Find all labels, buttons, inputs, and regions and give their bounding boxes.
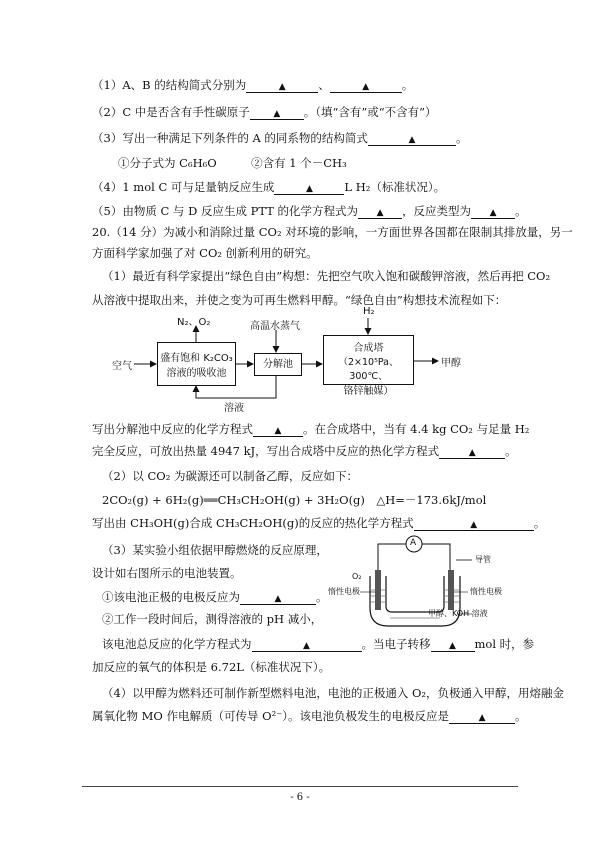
q20-p3-line5 (0, 636, 600, 652)
answer-blank: ▲ (358, 205, 402, 219)
q19-l1-text: （1）A、B 的结构简式分别为 (92, 78, 247, 92)
decomposer-label: 分解池 (263, 359, 293, 370)
ammeter-label: A (410, 538, 417, 548)
q20-p3e-mid: 。当电子转移 (361, 637, 431, 651)
o2-label: O₂ (352, 572, 362, 581)
q20-p3f: 加反应的氧气的体积是 6.72L（标准状况下）。 (92, 660, 331, 674)
answer-blank: ▲ (414, 517, 534, 531)
answer-blank: ▲ (471, 205, 515, 219)
flow-air-label: 空气 (112, 361, 132, 372)
q20-p2-line1 (0, 468, 600, 484)
q20-p3-line2 (0, 565, 600, 581)
flow-methanol-label: 甲醇 (441, 358, 461, 369)
q20-p4-line1 (0, 685, 600, 701)
answer-blank: ▲ (252, 638, 362, 652)
punct: 。 (505, 444, 517, 458)
answer-blank: ▲ (330, 79, 402, 93)
electrode-left-label: 惰性电极 (328, 587, 360, 596)
answer-blank: ▲ (253, 423, 303, 437)
absorber-label-2: 溶液的吸收池 (166, 368, 227, 379)
q20-p1d: 完全反应，可放出热量 4947 kJ，写出合成塔中反应的热化学方程式 (92, 444, 440, 458)
q19-l4-text: （4）1 mol C 可与足量钠反应生成 (92, 180, 275, 194)
q19-l5-text: （5）由物质 C 与 D 反应生成 PTT 的化学方程式为 (92, 204, 359, 218)
q20-p3e: 该电池总反应的化学方程式为 (102, 637, 252, 651)
punct: 。 (316, 590, 328, 604)
answer-blank: ▲ (439, 445, 505, 459)
q20-p1c: 写出分解池中反应的化学方程式 (92, 422, 253, 436)
flow-solution-label: 溶液 (224, 403, 244, 414)
q20-p2a: （2）以 CO₂ 为碳源还可以制备乙醇，反应如下： (102, 469, 358, 483)
q19-l5-mid: ，反应类型为 (402, 204, 472, 218)
solution-label: 甲醇、KOH 溶液 (428, 609, 488, 618)
q20-p1b: 从溶液中提取出来，并使之变为可再生燃料甲醇。“绿色自由”构想技术流程如下： (92, 293, 507, 307)
punct: 。 (533, 516, 546, 530)
q20-p3-line3 (0, 589, 600, 605)
q20-intro2: 方面科学家加强了对 CO₂ 创新利用的研究。 (92, 246, 318, 260)
tower-label-1: 合成塔 (353, 343, 384, 354)
q20-p3-line4 (0, 611, 600, 627)
q19-conditions: ①分子式为 C₆H₆O ②含有 1 个－CH₃ (118, 156, 347, 170)
q19-l4-end: L H₂（标准状况）。 (344, 180, 446, 194)
q20-p4b: 属氧化物 MO 作电解质（可传导 O²⁻）。该电池负极发生的电极反应是 (92, 709, 450, 723)
punct: 。 (515, 204, 527, 218)
punct: 。 (455, 131, 468, 145)
q20-p2-line3 (0, 515, 600, 531)
flow-h2-label: H₂ (363, 306, 375, 317)
q19-l3-text: （3）写出一种满足下列条件的 A 的同系物的结构简式 (92, 131, 368, 145)
q20-p4-line2 (0, 708, 600, 724)
flow-decomposer-box (254, 353, 302, 376)
answer-blank: ▲ (431, 638, 475, 652)
q20-p3d: ②工作一段时间后，测得溶液的 pH 减小， (102, 612, 323, 626)
answer-blank: ▲ (246, 79, 318, 93)
q20-p2-equation-text: 2CO₂(g) + 6H₂(g)══CH₃CH₂OH(g) + 3H₂O(g) △H=－173.6kJ/mol (102, 493, 487, 507)
q20-p3e-end: mol 时，参 (474, 637, 535, 651)
flow-n2o2-label: N₂、O₂ (177, 317, 211, 328)
q20-p3c: ①该电池正极的电极反应为 (102, 590, 240, 604)
answer-blank: ▲ (240, 591, 316, 605)
answer-blank: ▲ (368, 132, 456, 146)
tower-label-2: （2×10⁵Pa、300℃、 (338, 357, 399, 382)
q20-p4a: （4）以甲醇为燃料还可制作新型燃料电池，电池的正极通入 O₂，负极通入甲醇，用熔融金 (102, 686, 565, 700)
q20-p1c-mid: 。在合成塔中，当有 4.4 kg CO₂ 与足量 H₂ (303, 422, 530, 436)
page-number: - 6 - (290, 792, 310, 803)
q20-p3a: （3）某实验小组依据甲醇燃烧的反应原理， (102, 543, 328, 557)
q20-p2c: 写出由 CH₃OH(g)合成 CH₃CH₂OH(g)的反应的热化学方程式 (92, 516, 414, 530)
q20-p1a: （1）最近有科学家提出“绿色自由”构想：先把空气吹入饱和碳酸钾溶液，然后再把 CO₂ (102, 269, 551, 283)
separator: 、 (318, 78, 330, 92)
q20-p3b: 设计如右图所示的电池装置。 (92, 566, 242, 580)
q20-p1-line4 (0, 443, 600, 459)
punct: 。 (401, 78, 414, 92)
q20-p2-equation (0, 492, 600, 508)
answer-blank: ▲ (274, 181, 344, 195)
flow-steam-label: 高温水蒸气 (250, 321, 300, 332)
q19-l2-text: （2）C 中是否含有手性碳原子 (92, 105, 250, 119)
absorber-label-1: 盛有饱和 K₂CO₃ (160, 353, 233, 364)
punct: 。 (515, 709, 527, 723)
q20-p1-line3 (0, 421, 600, 437)
fuel-cell-diagram (330, 530, 510, 630)
q20-p3-line1 (0, 542, 600, 558)
tube-label: 导管 (475, 555, 491, 564)
flow-tower-box (323, 335, 414, 397)
footer-rule (82, 786, 518, 787)
electrode-right-label: 惰性电极 (470, 587, 502, 596)
flow-absorber-box (157, 342, 236, 386)
tower-label-3: 铬锌触媒） (343, 386, 394, 397)
q20-intro1: 20.（14 分）为减小和消除过量 CO₂ 对环境的影响，一方面世界各国都在限制其排放量，另一 (92, 225, 573, 239)
answer-blank: ▲ (449, 710, 515, 724)
answer-blank: ▲ (250, 106, 304, 120)
q19-l2-end: 。（填“含有”或“不含有”） (303, 105, 437, 119)
q20-p3-line6 (0, 659, 600, 675)
